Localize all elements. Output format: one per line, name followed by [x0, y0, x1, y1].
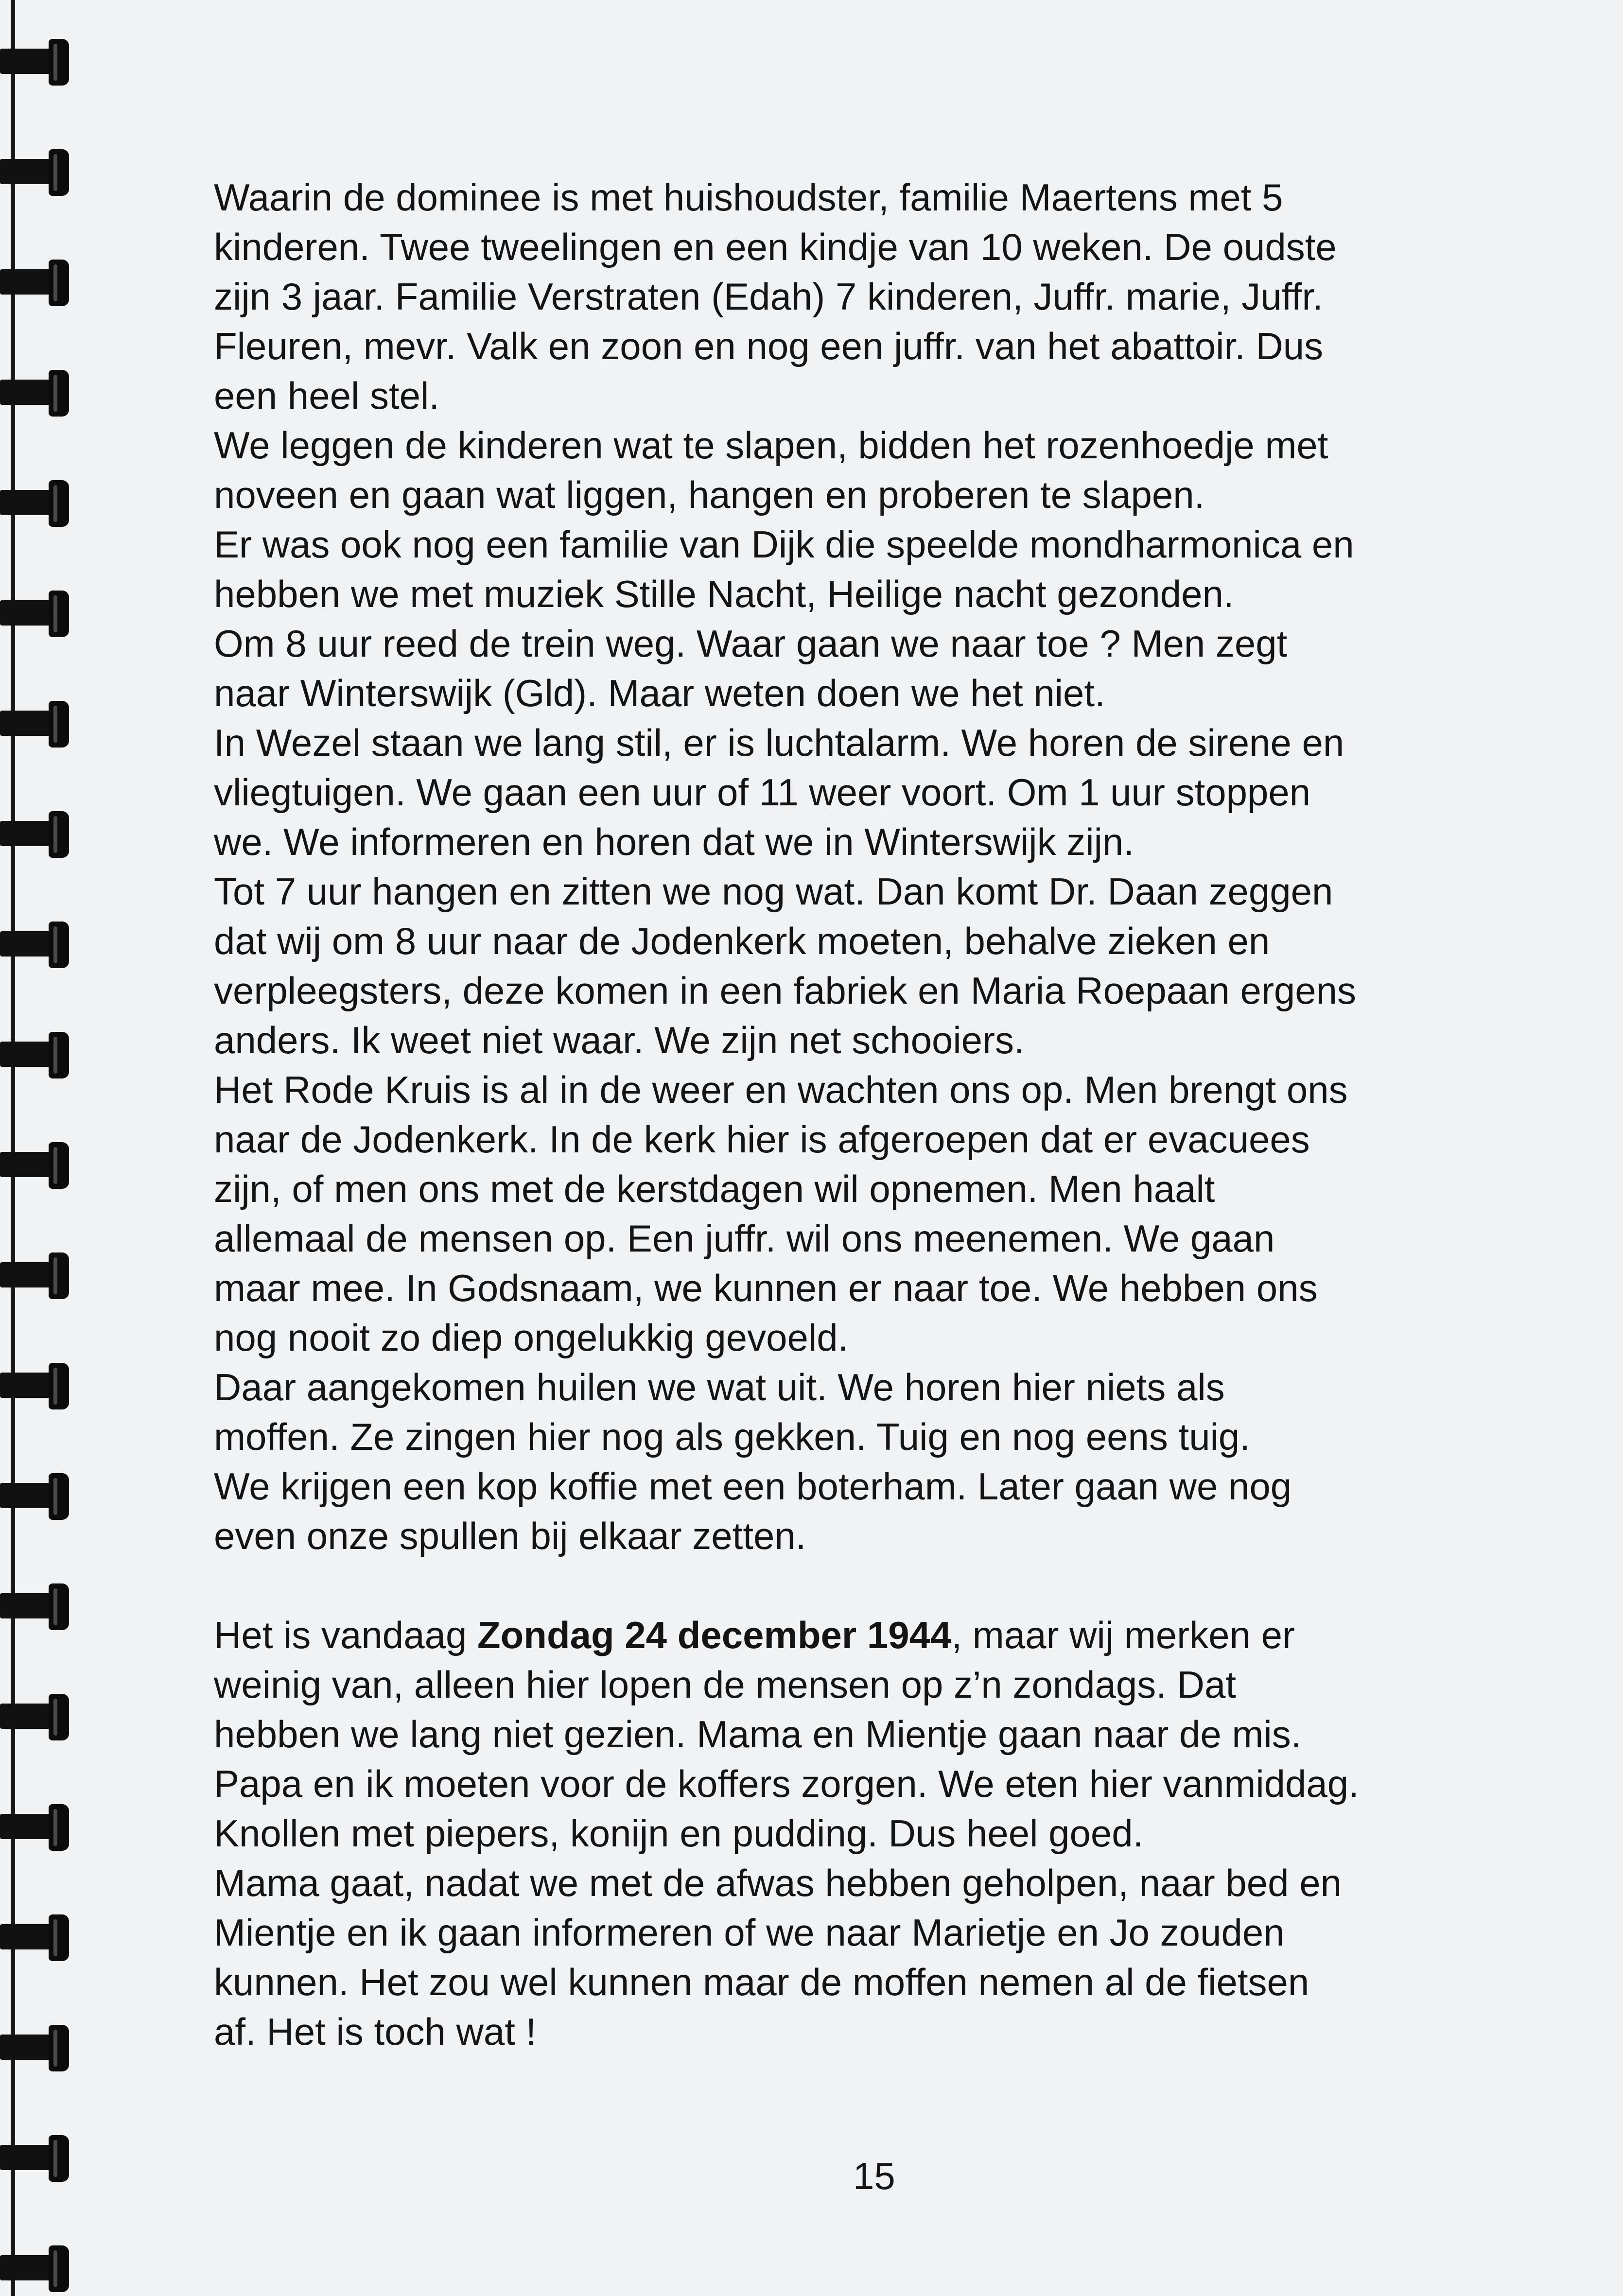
date-line-before: Het is vandaag: [214, 1614, 478, 1656]
text-line: naar Winterswijk (Gld). Maar weten doen we het niet.: [214, 672, 1105, 714]
text-line: verpleegsters, deze komen in een fabriek en Maria Roepaan ergens: [214, 969, 1357, 1012]
text-line: kunnen. Het zou wel kunnen maar de moffen nemen al de fietsen: [214, 1961, 1309, 2003]
text-line: Mama gaat, nadat we met de afwas hebben geholpen, naar bed en: [214, 1861, 1342, 1904]
text-line: Het Rode Kruis is al in de weer en wachten ons op. Men brengt ons: [214, 1068, 1348, 1111]
text-line: dat wij om 8 uur naar de Jodenkerk moeten, behalve zieken en: [214, 920, 1270, 962]
binding-ring: [0, 1914, 73, 1961]
binding-ring: [0, 1694, 73, 1740]
text-line: Mientje en ik gaan informeren of we naar Marietje en Jo zouden: [214, 1911, 1285, 1954]
text-line: Waarin de dominee is met huishoudster, familie Maertens met 5: [214, 176, 1283, 219]
text-line: Knollen met piepers, konijn en pudding. Dus heel goed.: [214, 1812, 1144, 1855]
binding-ring: [0, 1032, 73, 1078]
binding-ring: [0, 370, 73, 417]
text-line: zijn, of men ons met de kerstdagen wil opnemen. Men haalt: [214, 1167, 1215, 1210]
text-line: moffen. Ze zingen hier nog als gekken. Tuig en nog eens tuig.: [214, 1415, 1250, 1458]
body-text: [214, 173, 1565, 2056]
binding-ring: [0, 701, 73, 748]
binding-ring: [0, 2135, 73, 2182]
binding-ring: [0, 1583, 73, 1630]
text-line: We leggen de kinderen wat te slapen, bidden het rozenhoedje met: [214, 424, 1328, 467]
text-line: We krijgen een kop koffie met een boterham. Later gaan we nog: [214, 1465, 1292, 1508]
text-line: Om 8 uur reed de trein weg. Waar gaan we naar toe ? Men zegt: [214, 622, 1288, 665]
text-line: een heel stel.: [214, 374, 440, 417]
binding-ring: [0, 1252, 73, 1299]
text-line: anders. Ik weet niet waar. We zijn net schooiers.: [214, 1019, 1025, 1061]
date-line-date: Zondag 24 december 1944: [477, 1614, 952, 1656]
page-number: 15: [853, 2155, 895, 2197]
text-line: hebben we lang niet gezien. Mama en Mientje gaan naar de mis.: [214, 1713, 1302, 1756]
text-line: Papa en ik moeten voor de koffers zorgen. We eten hier vanmiddag.: [214, 1762, 1359, 1805]
text-line: kinderen. Twee tweelingen en een kindje van 10 weken. De oudste: [214, 226, 1337, 268]
binding-ring: [0, 1473, 73, 1520]
text-line: weinig van, alleen hier lopen de mensen op z’n zondags. Dat: [214, 1663, 1237, 1706]
paragraph-gap: [214, 1561, 1565, 1610]
text-line: In Wezel staan we lang stil, er is luchtalarm. We horen de sirene en: [214, 721, 1344, 764]
date-line: [214, 1610, 1565, 1660]
binding-ring: [0, 1142, 73, 1189]
binding-ring: [0, 2245, 73, 2292]
text-line: Er was ook nog een familie van Dijk die speelde mondharmonica en: [214, 523, 1354, 566]
binding-ring: [0, 591, 73, 637]
binding-ring: [0, 811, 73, 858]
text-line: we. We informeren en horen dat we in Winterswijk zijn.: [214, 820, 1134, 863]
binding-ring: [0, 260, 73, 306]
text-line: hebben we met muziek Stille Nacht, Heilige nacht gezonden.: [214, 573, 1234, 615]
binding-ring: [0, 922, 73, 968]
binding-ring: [0, 1363, 73, 1409]
text-line: af. Het is toch wat !: [214, 2010, 537, 2053]
binding-ring: [0, 480, 73, 527]
text-line: maar mee. In Godsnaam, we kunnen er naar toe. We hebben ons: [214, 1267, 1318, 1309]
text-line: zijn 3 jaar. Familie Verstraten (Edah) 7 kinderen, Juffr. marie, Juffr.: [214, 275, 1323, 318]
text-line: allemaal de mensen op. Een juffr. wil ons meenemen. We gaan: [214, 1217, 1275, 1260]
text-line: Tot 7 uur hangen en zitten we nog wat. Dan komt Dr. Daan zeggen: [214, 870, 1333, 913]
text-line: vliegtuigen. We gaan een uur of 11 weer voort. Om 1 uur stoppen: [214, 771, 1311, 814]
binding-ring: [0, 2025, 73, 2071]
text-line: nog nooit zo diep ongelukkig gevoeld.: [214, 1316, 849, 1359]
text-line: naar de Jodenkerk. In de kerk hier is afgeroepen dat er evacuees: [214, 1118, 1310, 1161]
text-line: Fleuren, mevr. Valk en zoon en nog een juffr. van het abattoir. Dus: [214, 325, 1324, 367]
binding-ring: [0, 149, 73, 196]
binding-ring: [0, 39, 73, 86]
text-line: noveen en gaan wat liggen, hangen en proberen te slapen.: [214, 473, 1205, 516]
text-line: even onze spullen bij elkaar zetten.: [214, 1514, 806, 1557]
spiral-binding: [0, 0, 85, 2296]
date-line-after: , maar wij merken er: [951, 1614, 1295, 1656]
text-line: Daar aangekomen huilen we wat uit. We horen hier niets als: [214, 1366, 1225, 1409]
binding-ring: [0, 1804, 73, 1851]
